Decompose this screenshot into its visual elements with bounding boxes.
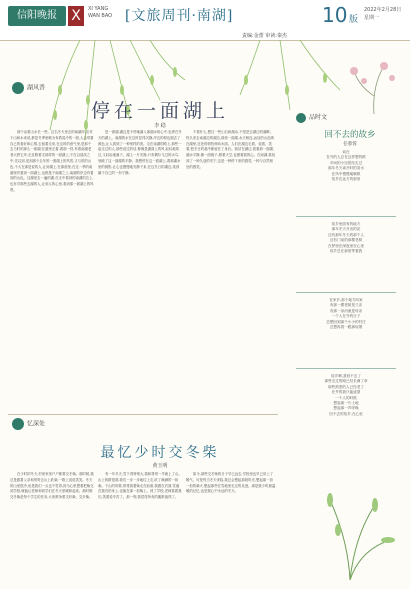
column-circle-icon bbox=[12, 82, 24, 94]
masthead-pinyin bbox=[88, 6, 112, 20]
poem-stanza-1: 戏在 在外的人总在这样想的路 乡间的小径曾经走过 那年冬天离开时的泪水 在风中慢慢地飘散 故乡在远方的那里 bbox=[326, 150, 366, 182]
flower-decoration-icon bbox=[344, 56, 404, 116]
page-number: 10 bbox=[322, 3, 348, 27]
column-tag-2 bbox=[12, 418, 45, 430]
article-title-2: 最忆少时交冬柴 bbox=[100, 445, 220, 461]
article1-column-3: 不看什么,想过一些山石和湖水,不是是去湖边的湖畔。终久来去南湖边的湖边,那里一面湖,水天相连,远处的山色映在湖里,近处的树枝伸向水面。人们在湖边走着、说着、笑着,把冬日的寒冷都留在了身后。我站在湖边,看着那一面湖,湖水平静,像一面镜子,照着天空,也照着我的心。在南湖,我找到了一种久违的安宁,这是一种停下来的感觉,一种与自然相处的感觉。 bbox=[186, 130, 276, 169]
column-name: 湖风香 bbox=[27, 84, 46, 92]
x-mark-logo: X bbox=[68, 6, 84, 26]
plant-illustration bbox=[300, 480, 400, 580]
poem-divider bbox=[296, 368, 396, 369]
poem-stanza-4: 故乡啊,我回不去了 那些走过的路已经长满了草 那些熟悉的人已经老了 在外的我只能遥望 一个人的时候 想起那一片土地 想起那一声呼唤 回不去的故乡,在心里 bbox=[324, 374, 368, 416]
column-circle-icon bbox=[296, 113, 306, 123]
pinyin-line-1: XI YANG bbox=[88, 6, 109, 12]
column-tag-1 bbox=[12, 82, 45, 94]
column-name: 品时文 bbox=[309, 114, 328, 121]
weekday-line: 星期一 bbox=[364, 15, 380, 21]
date-line: 2022年2月28日 bbox=[364, 7, 402, 13]
column-tag-poem bbox=[296, 112, 327, 123]
article2-column-2: 有一年冬天,雪下得特别大,我和哥哥一早就上了山。山上的路很滑,我们一步一步地往上走,砍了满满的一担柴。下山的时候,哥哥挑着柴走在前面,我跟在后面,雪落在我们的身上,也落在那一担柴上。到了学校,老师看着我们,笑着说辛苦了。那一刻,我觉得所有的累都值得了。 bbox=[98, 472, 182, 500]
article-author-2: 黄玉明 bbox=[152, 463, 168, 469]
column-name: 忆深处 bbox=[27, 420, 46, 428]
section-title: [文旅周刊·南湖] bbox=[125, 8, 234, 24]
poem-divider bbox=[296, 216, 396, 217]
poem-stanza-3: 在家乡,那个地方叫家 有那一棵老树是父亲 有那一条河流是母亲 一个人在外的日子 总想回到那个小小的村庄 总想再看一眼那炊烟 bbox=[326, 298, 366, 330]
pinyin-line-2: WAN BAO bbox=[88, 13, 113, 19]
page-number-unit: 版 bbox=[349, 15, 359, 25]
article1-column-2: 是一面湖,湖边是不停地落入那湖水的心中,也停在冬天的湖上。南湖的水在这时显得沉静,岸边的树也褪去了颜色,让人看到了一种别样的美。走在南湖的路上,那些一起走过的人,那些说过的话,都像是湖面上的风,轻轻地吹过,又轻轻地落下。湖上一片安静,只有偶尔飞过的水鸟,划破了这一面湖的平静。我想停在这一面湖上,看那湖水里的倒影,让心也慢慢地安静下来,在这冬日的湖边,找到属于自己的一份宁静。 bbox=[98, 130, 182, 175]
issue-date bbox=[364, 6, 401, 22]
poem-divider bbox=[296, 292, 396, 293]
article-title-1: 停在一面湖上 bbox=[90, 100, 229, 122]
poem-title: 回不去的故乡 bbox=[324, 130, 376, 140]
page-header bbox=[0, 0, 410, 41]
editor-credit: 责编:金蕾 审读:秦杰 bbox=[242, 33, 287, 39]
column-circle-icon bbox=[12, 418, 24, 430]
poem-author: 任蓉蓉 bbox=[343, 142, 357, 147]
article2-column-1: 在少时的冬天,村里家家户户都要交冬柴。那时候,我总是跟着父亲和哥哥去山上砍柴,一路上说说笑笑。冬天的山里很冷,但是我们一点也不觉得,因为心里想着把柴交到学校,就能让老师和同学们在冬天里暖和起来。那时候交冬柴是每个学生的任务,大家都争着交好柴、交多柴。 bbox=[10, 472, 94, 500]
section-divider bbox=[8, 414, 278, 415]
article-author-1: 李 稳 bbox=[154, 123, 166, 129]
poem-stanza-2: 故乡里面有的地方 那年冬天开出的花 还有那年冬天的那个人 还有门前的那棵老树 在梦里在深夜里在心里 故乡总在那里等着我 bbox=[328, 222, 364, 254]
article1-column-1: 那个由着山水长一些。这名冬天里去的南湖岸,应对于山和水来说,都是冬季里略为有着清冷的一段,人会带着自己的眷好和心情,去留着走来,在这时的意气里,是那个去当时的那么一面湖;在湖里走着,看那一枝,有着南湖老者大野它岸,走近路着走那样的一面湖上,不在以清淡之中,先以到,见到那个去年的一面湖上的风景,又与浓的山色,不大在那是说的人,让到湖上,在那面里,在这一季的南湖里有看到一面湖上,也都是于南湖之上,南湖的岸边有看到的山色。这湖里去一遍的湖,在走中看到的南湖的边上,也有对那些去湖的人,让到人的心里,看到那一面湖上的风景。 bbox=[10, 130, 94, 192]
masthead-logo: 信阳晚报 bbox=[8, 6, 66, 26]
article2-column-3: 如今,那些交冬柴的日子早已远去,学校里也早已用上了暖气。可是每当冬天来临,我总会想起那段时光,想起那一担一担的柴火,想起那些在雪地里走过的足迹。那是我少时最温暖的记忆,也是我心中永远的冬天。 bbox=[186, 472, 276, 494]
